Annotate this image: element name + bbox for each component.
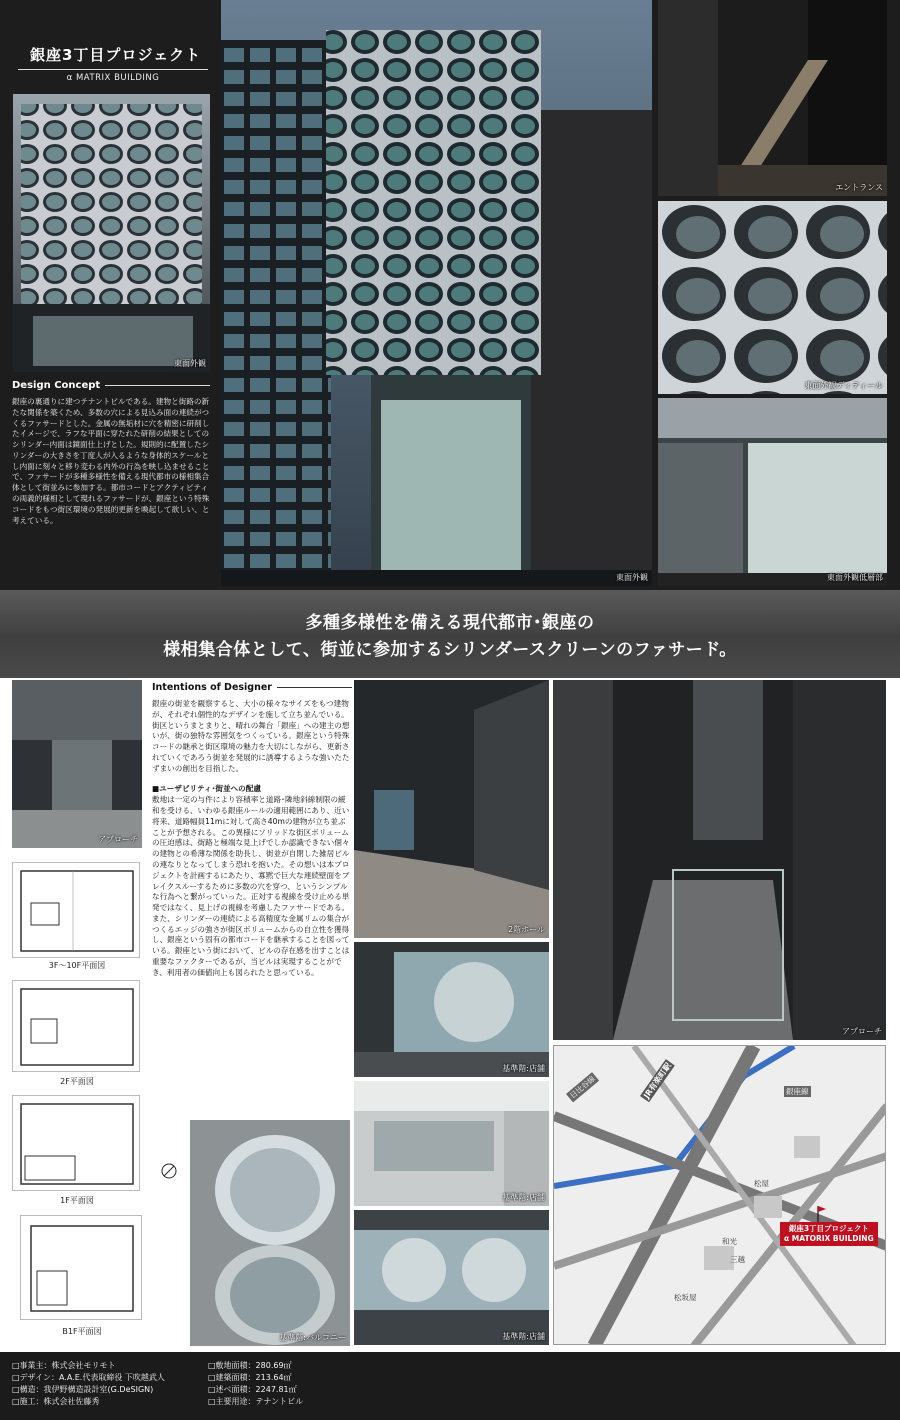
slogan-band <box>0 590 900 678</box>
map-marker-icon <box>816 1206 826 1222</box>
intentions-body <box>152 699 350 979</box>
plan-3f-10f <box>12 862 140 958</box>
map-label-ginza-line: 銀座線 <box>786 1087 809 1096</box>
photo-store-3 <box>354 1210 549 1345</box>
caption-hall-2f: 2階ホール <box>508 925 545 934</box>
photo-east-facade-detail <box>658 201 887 394</box>
north-arrow-icon <box>160 1162 178 1180</box>
caption-entrance: エントランス <box>835 183 883 192</box>
plan-2f-caption-box <box>12 1076 142 1088</box>
info-column-right <box>208 1360 303 1408</box>
caption-approach-right: アプローチ <box>842 1027 882 1036</box>
map-label-yurakucho: JR有楽町駅 <box>640 1059 675 1102</box>
map-marker-flag <box>818 1206 826 1212</box>
location-map <box>553 1045 886 1345</box>
design-concept-rule <box>105 385 210 386</box>
slogan-line-1: 多種多様性を備える現代都市･銀座の <box>305 613 595 633</box>
photo-entrance <box>658 0 887 196</box>
slogan-line-2: 様相集合体として、街並に参加するシリンダースクリーンのファサード。 <box>163 640 737 660</box>
map-label-hibiya: 日比谷線 <box>566 1072 599 1102</box>
photo-balcony <box>190 1120 350 1346</box>
map-label-matsuya: 松屋 <box>754 1179 769 1188</box>
intentions-text: 銀座の街並を観察すると、大小の様々なサイズをもつ建物が、それぞれ個性的なデザインを施して立ち並んでいる。街区というまとまりと、晴れの舞台「銀座」への建主の想いが、街の独特な雰囲気をつくっている。銀座という特殊コードの継承と街区環境の魅力を大切にしながら、更新されていくであろう街並を発展的に誘導するような強いたたずまいの創出を目指した。 <box>152 699 350 773</box>
caption-east-facade-top: 東面外観 <box>174 359 206 368</box>
map-label-matsuzakaya: 松坂屋 <box>674 1293 697 1302</box>
map-project-label-en: α MATORIX BUILDING <box>784 1233 874 1243</box>
info-band <box>0 1352 900 1420</box>
design-concept-heading <box>12 380 210 391</box>
caption-east-facade-detail: 東面外観ディティール <box>804 381 883 390</box>
plan-3f-10f-caption-box <box>12 960 142 972</box>
info-column-left <box>12 1360 165 1408</box>
info-main-use: □主要用途：テナントビル <box>208 1397 304 1406</box>
title-block <box>18 44 208 83</box>
map-project-label <box>780 1222 878 1246</box>
intentions-rule <box>277 687 352 688</box>
map-project-label-jp: 銀座3丁目プロジェクト <box>788 1224 869 1233</box>
photo-east-facade-lower <box>658 398 887 586</box>
photo-hall-2f <box>354 680 549 938</box>
info-client: □事業主：株式会社モリモト <box>12 1361 116 1370</box>
caption-store-2: 基準階:店舗 <box>502 1193 545 1202</box>
info-design: □デザイン：A.A.E.代表取締役 下吹越武人 <box>12 1373 165 1382</box>
intentions-heading <box>152 682 352 693</box>
caption-store-1: 基準階:店舗 <box>502 1064 545 1073</box>
plan-2f-caption: 2F平面図 <box>60 1077 94 1086</box>
caption-balcony: 基準階:バルコニー <box>279 1333 346 1342</box>
photo-east-facade-small <box>13 94 210 372</box>
intentions-title: Intentions of Designer <box>152 682 272 693</box>
map-label-wako: 和光 <box>722 1237 737 1246</box>
plan-3f-10f-caption: 3F～10F平面図 <box>48 961 106 970</box>
caption-store-3: 基準階:店舗 <box>502 1332 545 1341</box>
plan-2f <box>12 980 140 1072</box>
usability-heading: ■ユーザビリティ･街並への配慮 <box>152 784 261 794</box>
photo-approach-right <box>553 680 886 1040</box>
plan-1f-caption: 1F平面図 <box>60 1196 94 1205</box>
title-divider <box>18 69 208 70</box>
caption-east-facade-main: 東面外観 <box>616 573 648 582</box>
map-label-mitsukoshi: 三越 <box>730 1255 745 1264</box>
info-building-area: □建築面積：213.64㎡ <box>208 1373 292 1382</box>
caption-approach-left: アプローチ <box>98 835 138 844</box>
info-site-area: □敷地面積：280.69㎡ <box>208 1361 292 1370</box>
plan-1f-caption-box <box>12 1195 142 1207</box>
usability-text: 敷地は一定の与件により容積率と道路･隣地斜線制限の緩和を受ける、いわゆる銀座ルールの適用範囲にあり、近い将来、道路幅員11mに対して高さ40mの建物が立ち並ぶことが予想される。この異様にソリッドな街区ボリュームの圧迫感は、街路と極端な見上げでしか認識できない個々の建物との希薄な関係を助長し、街並が自閉した雑居ビルの連なりとなってしまう恐れを抱いた。その想いは本プロジェクトを計画するにあたり、寡黙で巨大な連続壁面をブレイクスルーするために多数の穴を穿つ、というシンプルな行為へと繋がっていった。正対する視線を受け止める単発ではなく、見上げの視線を考慮したファサードである。また、シリンダーの連続による高精度な金属リムの集合がつくるエッジの強さが街区ボリュームからの自立性を獲得し、銀座という固有の都市コードを継承することを図っている。銀座という街において、ビルの存在感を出すことは重要なファクターであるが、当ビルは実現することができ、利用者の価値向上も図られたと思っている。 <box>152 795 350 977</box>
caption-east-facade-lower: 東面外観低層部 <box>827 573 883 582</box>
project-title: 銀座3丁目プロジェクト <box>30 46 202 64</box>
design-concept-title: Design Concept <box>12 380 101 391</box>
design-concept-text: 銀座の裏通りに建つテナントビルである。建物と街路の新たな関係を築くため、多数の穴による見込み面の連続がつくるファサードとした。金属の無垢材に穴を精密に研削したイメージで、ラフな平面に穿たれた研削の結果としてのシリンダー内面は鏡面仕上げとした。規則的に配置したシリンダーの大きさを丁度人が入るような身体的スケールとし内面に刻々と移り変わる内外の行為を映し込ませることで、ファサードが多種多様性を備える現代都市の様相集合体として街並みに参加する。都市コードとアクティビティの両義的様相として現れるファサードが、銀座という特殊コードをもつ街区環境の発展的更新を喚起して欲しい、と考えている。 <box>12 397 210 525</box>
photo-approach-left <box>12 680 142 848</box>
plan-1f <box>12 1095 140 1191</box>
info-total-floor-area: □述べ面積：2247.81㎡ <box>208 1385 297 1394</box>
plan-b1f-caption: B1F平面図 <box>62 1327 102 1336</box>
photo-store-1 <box>354 942 549 1077</box>
project-subtitle: α MATRIX BUILDING <box>66 73 160 83</box>
info-construction: □施工：株式会社佐藤秀 <box>12 1397 100 1406</box>
photo-east-facade-main <box>221 0 652 586</box>
photo-store-2 <box>354 1081 549 1206</box>
info-structure: □構造：我伊野構造設計室(G.DeSIGN) <box>12 1385 154 1394</box>
plan-b1f <box>20 1215 142 1320</box>
plan-b1f-caption-box <box>12 1326 152 1338</box>
